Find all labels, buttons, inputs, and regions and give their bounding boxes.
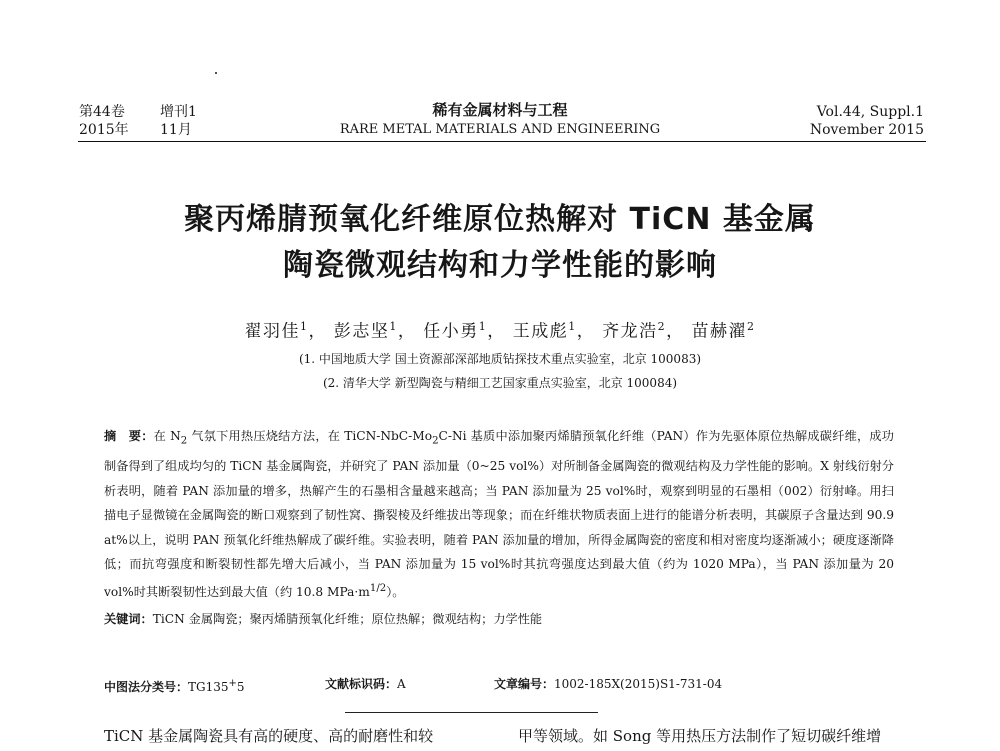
author: 齐龙浩 xyxy=(602,321,658,342)
author-affiliation-mark: 2 xyxy=(657,320,667,333)
abstract-text: 在 N xyxy=(153,429,181,443)
author-affiliation-mark: 1 xyxy=(478,320,488,333)
author-affiliation-mark: 1 xyxy=(299,320,309,333)
author: 王成彪 xyxy=(512,321,569,342)
affiliation-1: (1. 中国地质大学 国土资源部深部地质钻探技术重点实验室，北京 100083) xyxy=(298,352,702,366)
journal-name-cn: 稀有金属材料与工程 xyxy=(432,101,568,119)
abstract-text: C-Ni 基质中添加聚丙烯腈预氧化纤维（PAN）作为先驱体原位热解成碳纤维，成功制备得到了组成均匀的 TiCN 基金属陶瓷，并研究了 PAN 添加量（0~25 vol%）对所制备金属陶瓷的微观结构及力学性能的影响。X 射线衍射分析表明，随着 PAN 添加量的增多，热解产生的石墨相含量越来越高；当 PAN 添加量为 25 vol%时，观察到明显的石墨相（002）衍射峰。用扫描电子显微镜在金属陶瓷的断口观察到了韧性窝、撕裂棱及纤维拔出等现象；而在纤维状物质表面上进行的能谱分析表明，其碳原子含量达到 90.9 at%以上，说明 PAN 预氧化纤维热解成了碳纤维。实验表明，随着 PAN 添加量的增加，所得金属陶瓷的密度和相对密度均逐渐减小；硬度逐渐降低；而抗弯强度和断裂韧性都先增大后减小，当 PAN 添加量为 15 vol%时其抗弯强度达到最大值（约为 1020 MPa），当 PAN 添加量为 20 vol%时其断裂韧性达到最大值（约 10.8 MPa·m xyxy=(104,429,894,600)
title-line-2: 陶瓷微观结构和力学性能的影响 xyxy=(283,248,717,283)
keywords-label: 关键词： xyxy=(104,611,153,626)
author: 任小勇 xyxy=(423,321,479,342)
document-code xyxy=(325,676,406,692)
journal-header xyxy=(0,0,1000,150)
clc-superscript: + xyxy=(228,678,237,689)
abstract-text: ）。 xyxy=(386,585,405,600)
journal-name-en: RARE METAL MATERIALS AND ENGINEERING xyxy=(339,122,661,137)
subscript: 2 xyxy=(180,435,188,447)
date-en: November 2015 xyxy=(809,122,924,138)
superscript: 1/2 xyxy=(369,583,387,594)
author: 苗赫濯 xyxy=(691,321,748,342)
year: 2015年 xyxy=(79,122,129,138)
abstract-label: 摘 要： xyxy=(104,429,154,443)
body-right-column: 甲等领域。如 Song 等用热压方法制作了短切碳纤维增 xyxy=(518,727,882,745)
volume-en: Vol.44, Suppl.1 xyxy=(816,104,924,120)
subscript: 2 xyxy=(432,435,439,447)
section-separator xyxy=(345,712,598,713)
article-number xyxy=(494,676,722,692)
clc-label: 中图法分类号： xyxy=(104,680,189,694)
author-affiliation-mark: 1 xyxy=(568,320,577,333)
abstract-text: 气氛下用热压烧结方法，在 TiCN-NbC-Mo xyxy=(187,429,433,443)
keywords-text: TiCN 金属陶瓷；聚丙烯腈预氧化纤维；原位热解；微观结构；力学性能 xyxy=(152,611,543,626)
header-rule xyxy=(78,141,926,142)
document-code-value: A xyxy=(397,677,406,691)
article-number-label: 文章编号： xyxy=(494,677,555,691)
supplement: 增刊1 xyxy=(160,104,197,120)
body-left-column: TiCN 基金属陶瓷具有高的硬度、高的耐磨性和较 xyxy=(104,727,434,745)
volume: 第44卷 xyxy=(79,104,125,120)
affiliation-2: (2. 清华大学 新型陶瓷与精细工艺国家重点实验室，北京 100084) xyxy=(322,376,678,390)
author-affiliation-mark: 2 xyxy=(747,320,756,333)
document-code-label: 文献标识码： xyxy=(325,677,398,691)
clc-value-suffix: 5 xyxy=(236,680,245,694)
author-affiliation-mark: 1 xyxy=(389,320,398,333)
clc-number xyxy=(104,676,245,695)
author-list: 翟羽佳$^1$， 彭志坚$^1$， 任小勇$^1$， 王成彪$^1$， 齐龙浩$^2$， 苗赫濯$^2$ xyxy=(244,320,756,342)
author: 彭志坚 xyxy=(333,321,390,342)
title-line-1: 聚丙烯腈预氧化纤维原位热解对 TiCN 基金属 xyxy=(184,202,816,237)
author: 翟羽佳 xyxy=(244,321,300,342)
abstract xyxy=(104,424,894,631)
month: 11月 xyxy=(160,122,192,138)
clc-value: TG135 xyxy=(188,680,229,694)
article-number-value: 1002-185X(2015)S1-731-04 xyxy=(554,677,723,691)
